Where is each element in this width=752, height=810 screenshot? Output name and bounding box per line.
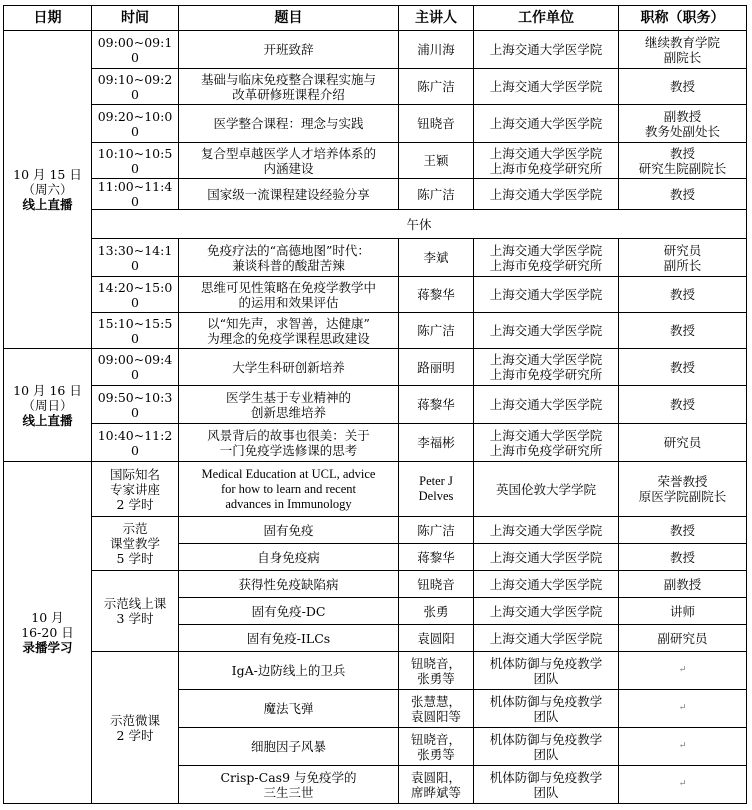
speaker-cell: 陈广洁 bbox=[399, 517, 474, 544]
time-cell: 09:00~09:40 bbox=[92, 349, 179, 386]
title-cell: 讲师 bbox=[619, 598, 747, 625]
weekday-line: （周日） bbox=[22, 397, 73, 413]
topic-cell: Crisp-Cas9 与免疫学的 三生三世 bbox=[179, 766, 399, 804]
topic-cell: 医学整合课程：理念与实践 bbox=[179, 105, 399, 143]
speaker-cell: 袁圆阳 bbox=[399, 625, 474, 652]
title-cell: 教授 bbox=[619, 313, 747, 349]
org-cell: 上海交通大学医学院 bbox=[474, 544, 619, 571]
time-cell: 15:10~15:50 bbox=[92, 313, 179, 349]
category-microcourse: 示范微课 2 学时 bbox=[92, 652, 179, 804]
org-cell: 上海交通大学医学院 bbox=[474, 313, 619, 349]
table-row bbox=[4, 424, 747, 462]
time-cell: 09:20~10:00 bbox=[92, 105, 179, 143]
time-cell: 10:10~10:50 bbox=[92, 143, 179, 179]
table-row bbox=[4, 652, 747, 690]
date-line: 10 月 15 日 bbox=[13, 167, 82, 182]
time-cell: 09:00~09:10 bbox=[92, 31, 179, 69]
time-cell: 11:00~11:40 bbox=[92, 179, 179, 210]
speaker-cell: 蒋黎华 bbox=[399, 544, 474, 571]
speaker-cell: Peter J Delves bbox=[399, 462, 474, 517]
topic-cell: 医学生基于专业精神的 创新思维培养 bbox=[179, 386, 399, 424]
topic-cell: 思维可见性策略在免疫学教学中 的运用和效果评估 bbox=[179, 277, 399, 313]
table-row bbox=[4, 277, 747, 313]
topic-cell: 开班致辞 bbox=[179, 31, 399, 69]
time-cell: 09:10~09:20 bbox=[92, 69, 179, 105]
speaker-cell: 钮晓音， 张勇等 bbox=[399, 728, 474, 766]
topic-cell: IgA-边防线上的卫兵 bbox=[179, 652, 399, 690]
title-cell: 研究员 bbox=[619, 424, 747, 462]
speaker-cell: 路丽明 bbox=[399, 349, 474, 386]
org-cell: 机体防御与免疫教学 团队 bbox=[474, 652, 619, 690]
org-cell: 上海交通大学医学院 bbox=[474, 517, 619, 544]
speaker-cell: 蒋黎华 bbox=[399, 386, 474, 424]
paragraph-mark: ↵ bbox=[619, 690, 747, 728]
table-row bbox=[4, 143, 747, 179]
title-cell: 副教授 教务处副处长 bbox=[619, 105, 747, 143]
table-row bbox=[4, 31, 747, 69]
title-cell: 研究员 副所长 bbox=[619, 239, 747, 277]
topic-cell: 固有免疫-DC bbox=[179, 598, 399, 625]
header-speaker: 主讲人 bbox=[399, 6, 474, 31]
table-row bbox=[4, 105, 747, 143]
delivery-mode: 线上直播 bbox=[22, 412, 73, 428]
title-cell: 教授 bbox=[619, 69, 747, 105]
speaker-cell: 钮晓音， 张勇等 bbox=[399, 652, 474, 690]
speaker-cell: 钮晓音 bbox=[399, 571, 474, 598]
org-cell: 上海交通大学医学院 bbox=[474, 625, 619, 652]
org-cell: 英国伦敦大学学院 bbox=[474, 462, 619, 517]
paragraph-mark: ↵ bbox=[619, 652, 747, 690]
org-cell: 上海交通大学医学院 上海市免疫学研究所 bbox=[474, 143, 619, 179]
topic-cell: 基础与临床免疫整合课程实施与 改革研修班课程介绍 bbox=[179, 69, 399, 105]
topic-cell: 免疫疗法的“高德地图”时代： 兼谈科普的酸甜苦辣 bbox=[179, 239, 399, 277]
date-range-line: 16-20 日 bbox=[21, 625, 74, 640]
header-time: 时间 bbox=[92, 6, 179, 31]
topic-cell: 大学生科研创新培养 bbox=[179, 349, 399, 386]
header-title: 职称（职务） bbox=[619, 6, 747, 31]
title-cell: 教授 bbox=[619, 349, 747, 386]
date-line: 10 月 bbox=[31, 610, 64, 625]
org-cell: 上海交通大学医学院 bbox=[474, 69, 619, 105]
org-cell: 上海交通大学医学院 bbox=[474, 598, 619, 625]
title-cell: 教授 研究生院副院长 bbox=[619, 143, 747, 179]
header-topic: 题目 bbox=[179, 6, 399, 31]
speaker-cell: 陈广洁 bbox=[399, 313, 474, 349]
topic-cell: 复合型卓越医学人才培养体系的 内涵建设 bbox=[179, 143, 399, 179]
title-cell: 副研究员 bbox=[619, 625, 747, 652]
org-cell: 上海交通大学医学院 bbox=[474, 179, 619, 210]
header-date: 日期 bbox=[4, 6, 92, 31]
topic-cell: 固有免疫 bbox=[179, 517, 399, 544]
lunch-break-cell: 午休 bbox=[92, 210, 747, 239]
schedule-table bbox=[3, 5, 747, 804]
date-cell-day2 bbox=[4, 349, 92, 462]
speaker-cell: 浦川海 bbox=[399, 31, 474, 69]
table-row bbox=[4, 517, 747, 544]
table-row bbox=[4, 571, 747, 598]
title-cell: 副教授 bbox=[619, 571, 747, 598]
topic-cell: 魔法飞弹 bbox=[179, 690, 399, 728]
org-cell: 机体防御与免疫教学 团队 bbox=[474, 728, 619, 766]
paragraph-mark: ↵ bbox=[619, 728, 747, 766]
table-row bbox=[4, 386, 747, 424]
paragraph-mark: ↵ bbox=[619, 766, 747, 804]
time-cell: 14:20~15:00 bbox=[92, 277, 179, 313]
table-row bbox=[4, 239, 747, 277]
date-cell-day1 bbox=[4, 31, 92, 349]
org-cell: 上海交通大学医学院 上海市免疫学研究所 bbox=[474, 239, 619, 277]
topic-cell: 自身免疫病 bbox=[179, 544, 399, 571]
speaker-cell: 袁圆阳， 席晔斌等 bbox=[399, 766, 474, 804]
speaker-cell: 陈广洁 bbox=[399, 69, 474, 105]
speaker-cell: 蒋黎华 bbox=[399, 277, 474, 313]
speaker-cell: 张慧慧， 袁圆阳等 bbox=[399, 690, 474, 728]
title-cell: 教授 bbox=[619, 179, 747, 210]
title-cell: 教授 bbox=[619, 386, 747, 424]
topic-cell: 获得性免疫缺陷病 bbox=[179, 571, 399, 598]
category-online: 示范线上课 3 学时 bbox=[92, 571, 179, 652]
delivery-mode: 线上直播 bbox=[22, 197, 73, 212]
speaker-cell: 王颖 bbox=[399, 143, 474, 179]
org-cell: 上海交通大学医学院 bbox=[474, 277, 619, 313]
speaker-cell: 李斌 bbox=[399, 239, 474, 277]
delivery-mode: 录播学习 bbox=[22, 640, 73, 655]
date-line: 10 月 16 日 bbox=[13, 382, 82, 398]
table-row bbox=[4, 462, 747, 517]
speaker-cell: 钮晓音 bbox=[399, 105, 474, 143]
speaker-cell: 张勇 bbox=[399, 598, 474, 625]
org-cell: 上海交通大学医学院 bbox=[474, 31, 619, 69]
table-row bbox=[4, 349, 747, 386]
category-classroom: 示范 课堂教学 5 学时 bbox=[92, 517, 179, 571]
org-cell: 上海交通大学医学院 上海市免疫学研究所 bbox=[474, 424, 619, 462]
table-row bbox=[4, 179, 747, 210]
time-cell: 09:50~10:30 bbox=[92, 386, 179, 424]
org-cell: 机体防御与免疫教学 团队 bbox=[474, 690, 619, 728]
org-cell: 上海交通大学医学院 bbox=[474, 386, 619, 424]
org-cell: 上海交通大学医学院 bbox=[474, 105, 619, 143]
header-org: 工作单位 bbox=[474, 6, 619, 31]
topic-cell: 细胞因子风暴 bbox=[179, 728, 399, 766]
table-row bbox=[4, 313, 747, 349]
title-cell: 荣誉教授 原医学院副院长 bbox=[619, 462, 747, 517]
topic-cell: 以“知先声，求智善，达健康” 为理念的免疫学课程思政建设 bbox=[179, 313, 399, 349]
topic-cell: Medical Education at UCL, advice for how to learn and recent advances in Immunology bbox=[179, 462, 399, 517]
header-row bbox=[4, 6, 747, 31]
topic-cell: 风景背后的故事也很美：关于 一门免疫学选修课的思考 bbox=[179, 424, 399, 462]
lunch-row bbox=[4, 210, 747, 239]
schedule-sheet bbox=[3, 5, 747, 804]
title-cell: 继续教育学院 副院长 bbox=[619, 31, 747, 69]
topic-cell: 固有免疫-ILCs bbox=[179, 625, 399, 652]
date-cell-day3 bbox=[4, 462, 92, 804]
org-cell: 机体防御与免疫教学 团队 bbox=[474, 766, 619, 804]
speaker-cell: 陈广洁 bbox=[399, 179, 474, 210]
title-cell: 教授 bbox=[619, 277, 747, 313]
table-row bbox=[4, 69, 747, 105]
category-lecture: 国际知名 专家讲座 2 学时 bbox=[92, 462, 179, 517]
time-cell: 13:30~14:10 bbox=[92, 239, 179, 277]
time-cell: 10:40~11:20 bbox=[92, 424, 179, 462]
org-cell: 上海交通大学医学院 bbox=[474, 571, 619, 598]
topic-cell: 国家级一流课程建设经验分享 bbox=[179, 179, 399, 210]
org-cell: 上海交通大学医学院 上海市免疫学研究所 bbox=[474, 349, 619, 386]
title-cell: 教授 bbox=[619, 517, 747, 544]
weekday-line: （周六） bbox=[22, 182, 73, 197]
title-cell: 教授 bbox=[619, 544, 747, 571]
speaker-cell: 李福彬 bbox=[399, 424, 474, 462]
